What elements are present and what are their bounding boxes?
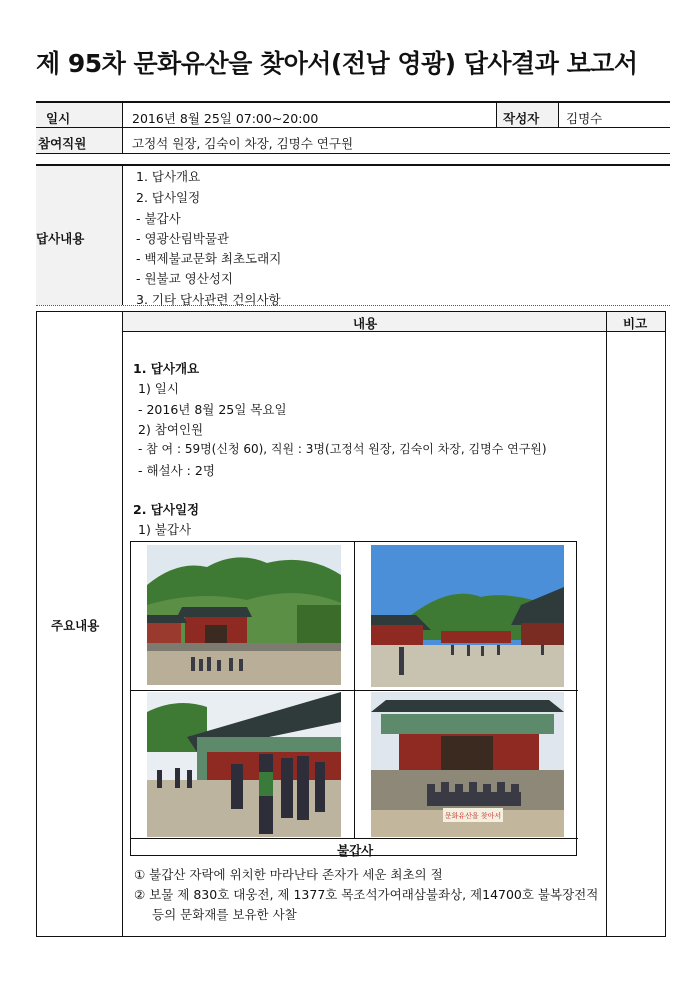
- author-value: 김명수: [566, 111, 603, 126]
- list-item: 3. 기타 답사관련 건의사항: [136, 292, 281, 307]
- section-1-line: 1) 일시: [138, 381, 179, 396]
- page-title: 제 95차 문화유산을 찾아서(전남 영광) 답사결과 보고서: [36, 49, 638, 78]
- col-header-note: 비고: [623, 316, 648, 331]
- section-2-subtitle: 1) 불갑사: [138, 522, 192, 537]
- author-label: 작성자: [503, 111, 540, 126]
- list-item: - 영광산림박물관: [136, 231, 230, 246]
- staff-value: 고정석 원장, 김숙이 차장, 김명수 연구원: [132, 136, 354, 151]
- note-line: ② 보물 제 830호 대웅전, 제 1377호 목조석가여래삼불좌상, 제14700호 불복장전적: [134, 887, 599, 902]
- group-at-hall-photo: [147, 692, 341, 837]
- col-header-content: 내용: [353, 316, 378, 331]
- group-photo-banner: [371, 692, 564, 837]
- temple-courtyard-photo: [371, 545, 564, 687]
- staff-label: 참여직원: [38, 136, 87, 151]
- list-item: - 불갑사: [136, 211, 181, 226]
- section-1-line: - 해설사 : 2명: [138, 463, 215, 478]
- main-label: 주요내용: [51, 618, 100, 633]
- list-item: - 원불교 영산성지: [136, 271, 233, 286]
- banner-text: 문화유산을 찾아서: [444, 812, 502, 820]
- section-1-line: - 참 여 : 59명(신청 60), 직원 : 3명(고정석 원장, 김숙이 차장, 김명수 연구원): [138, 442, 547, 456]
- section-1-line: 2) 참여인원: [138, 422, 204, 437]
- section-2-title: 2. 답사일정: [133, 502, 200, 517]
- section-1-title: 1. 답사개요: [133, 361, 200, 376]
- date-label: 일시: [46, 111, 71, 126]
- temple-gate-photo: [147, 545, 341, 685]
- list-item: 1. 답사개요: [136, 169, 201, 184]
- note-line: 등의 문화재를 보유한 사찰: [152, 907, 297, 922]
- list-item: 2. 답사일정: [136, 190, 201, 205]
- summary-label: 답사내용: [36, 231, 85, 246]
- date-value: 2016년 8월 25일 07:00~20:00: [132, 111, 319, 126]
- note-line: ① 불갑산 자락에 위치한 마라난타 존자가 세운 최초의 절: [134, 867, 443, 882]
- list-item: - 백제불교문화 최초도래지: [136, 251, 282, 266]
- section-1-line: - 2016년 8월 25일 목요일: [138, 402, 287, 417]
- photo-caption: 불갑사: [337, 843, 374, 858]
